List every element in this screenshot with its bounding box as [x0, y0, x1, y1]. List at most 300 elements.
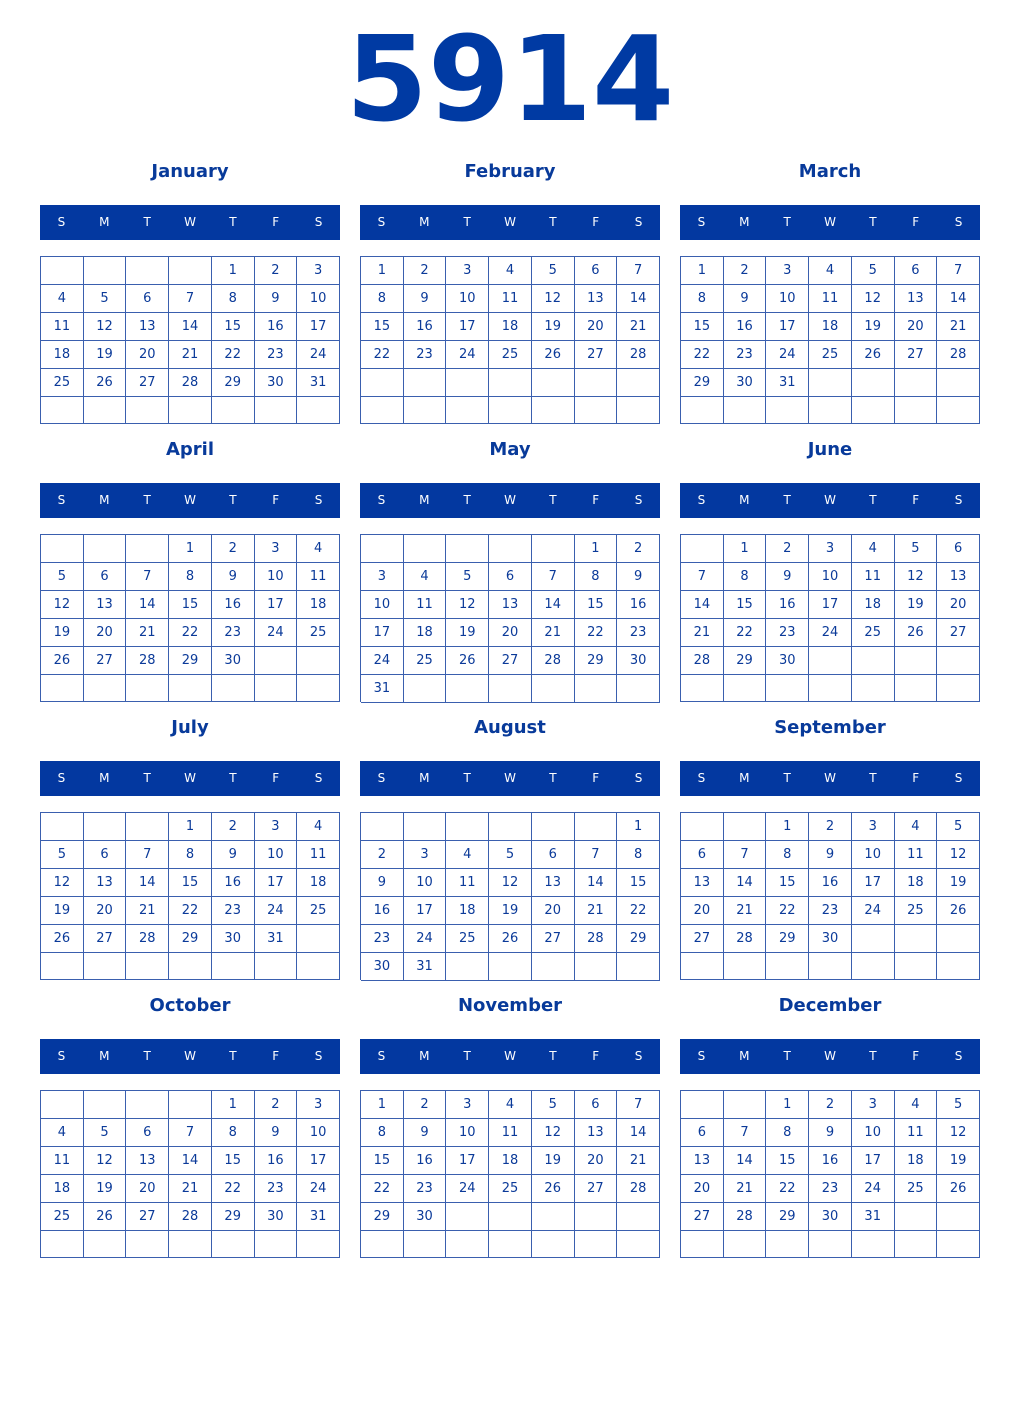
day-cell: 3 [852, 1091, 895, 1119]
weekday-label: S [634, 1049, 643, 1063]
day-cell: 4 [297, 813, 340, 841]
day-cell [895, 925, 938, 953]
weekday-label: S [954, 493, 963, 507]
day-cell: 12 [532, 1119, 575, 1147]
day-cell: 13 [937, 563, 980, 591]
day-cell [895, 953, 938, 980]
day-cell: 29 [724, 647, 767, 675]
day-cell: 3 [255, 813, 298, 841]
day-cell [532, 397, 575, 425]
day-cell [446, 369, 489, 397]
day-cell [724, 1231, 767, 1258]
day-cell: 26 [84, 1203, 127, 1231]
day-cell: 25 [297, 619, 340, 647]
day-cell: 8 [766, 841, 809, 869]
day-cell: 3 [446, 1091, 489, 1119]
day-cell [532, 813, 575, 841]
weekday-label: W [824, 1049, 836, 1063]
day-cell: 10 [297, 1119, 340, 1147]
day-cell: 6 [84, 841, 127, 869]
day-cell [126, 813, 169, 841]
day-cell: 8 [681, 285, 724, 313]
day-cell [809, 647, 852, 675]
weekday-label: S [314, 493, 323, 507]
day-cell: 12 [852, 285, 895, 313]
weekday-label: M [99, 215, 110, 229]
day-cell: 3 [446, 257, 489, 285]
day-cell: 17 [446, 1147, 489, 1175]
day-cell: 15 [766, 1147, 809, 1175]
day-cell: 8 [169, 841, 212, 869]
day-cell: 14 [126, 869, 169, 897]
weekday-label: F [912, 771, 920, 785]
day-cell: 8 [575, 563, 618, 591]
weekday-label: W [184, 771, 196, 785]
day-cell [84, 675, 127, 702]
day-cell: 3 [297, 1091, 340, 1119]
day-cell: 8 [212, 1119, 255, 1147]
day-cell: 27 [126, 369, 169, 397]
day-cell: 16 [255, 313, 298, 341]
day-cell: 18 [489, 1147, 532, 1175]
day-cell [489, 535, 532, 563]
weekday-header [360, 761, 660, 796]
day-cell: 18 [852, 591, 895, 619]
day-cell [361, 369, 404, 397]
month-title: January [151, 161, 229, 182]
day-cell: 12 [937, 1119, 980, 1147]
day-cell: 13 [532, 869, 575, 897]
day-cell: 30 [212, 925, 255, 953]
day-cell: 29 [212, 369, 255, 397]
day-cell: 26 [489, 925, 532, 953]
weekday-label: S [954, 771, 963, 785]
day-cell [404, 397, 447, 425]
day-cell: 28 [169, 1203, 212, 1231]
day-cell [575, 1231, 618, 1258]
day-cell: 3 [766, 257, 809, 285]
weekday-label: T [463, 1049, 471, 1063]
day-cell: 20 [895, 313, 938, 341]
day-cell: 4 [809, 257, 852, 285]
day-cell: 17 [766, 313, 809, 341]
day-cell: 11 [297, 841, 340, 869]
day-cell: 23 [255, 341, 298, 369]
day-cell: 28 [937, 341, 980, 369]
day-cell [937, 647, 980, 675]
day-cell [617, 369, 660, 397]
day-cell: 7 [532, 563, 575, 591]
day-cell [84, 397, 127, 424]
day-cell: 12 [489, 869, 532, 897]
day-cell: 31 [361, 675, 404, 703]
day-cell: 23 [766, 619, 809, 647]
day-cell: 4 [489, 257, 532, 285]
day-cell [404, 675, 447, 703]
day-cell: 6 [681, 841, 724, 869]
day-cell [297, 397, 340, 424]
day-cell: 20 [681, 1175, 724, 1203]
day-cell: 14 [169, 313, 212, 341]
day-cell: 11 [489, 1119, 532, 1147]
day-cell: 25 [404, 647, 447, 675]
day-cell: 3 [297, 257, 340, 285]
day-cell: 3 [255, 535, 298, 563]
day-cell [617, 1203, 660, 1231]
day-cell [446, 397, 489, 425]
weekday-label: T [463, 771, 471, 785]
weekday-header [40, 761, 340, 796]
weekday-label: S [634, 493, 643, 507]
weekday-label: S [954, 215, 963, 229]
weekday-label: W [184, 493, 196, 507]
day-cell: 8 [212, 285, 255, 313]
day-cell: 5 [532, 1091, 575, 1119]
weekday-label: W [824, 493, 836, 507]
day-cell: 17 [255, 869, 298, 897]
day-cell: 19 [937, 869, 980, 897]
day-cell: 19 [895, 591, 938, 619]
day-cell [852, 925, 895, 953]
day-cell [297, 675, 340, 702]
day-cell: 11 [446, 869, 489, 897]
day-cell: 20 [126, 341, 169, 369]
weekday-label: F [912, 493, 920, 507]
day-cell: 16 [404, 1147, 447, 1175]
month-title: October [149, 995, 231, 1016]
day-cell: 12 [41, 869, 84, 897]
day-cell: 5 [489, 841, 532, 869]
day-cell [724, 953, 767, 980]
day-cell: 11 [41, 313, 84, 341]
weekday-label: M [419, 215, 430, 229]
day-cell: 18 [489, 313, 532, 341]
day-cell: 21 [937, 313, 980, 341]
day-cell: 10 [852, 841, 895, 869]
weekday-label: F [592, 493, 600, 507]
day-cell: 30 [404, 1203, 447, 1231]
day-grid [40, 812, 340, 980]
day-cell: 21 [532, 619, 575, 647]
day-cell: 14 [681, 591, 724, 619]
day-cell: 27 [895, 341, 938, 369]
weekday-label: W [824, 215, 836, 229]
day-cell: 10 [766, 285, 809, 313]
day-cell: 17 [297, 1147, 340, 1175]
day-cell: 11 [41, 1147, 84, 1175]
day-cell: 28 [126, 647, 169, 675]
day-cell [84, 535, 127, 563]
day-cell: 9 [255, 285, 298, 313]
day-cell: 14 [937, 285, 980, 313]
day-cell [84, 1091, 127, 1119]
day-cell: 19 [852, 313, 895, 341]
day-cell: 29 [169, 647, 212, 675]
day-cell: 7 [575, 841, 618, 869]
day-cell [681, 813, 724, 841]
day-grid [680, 812, 980, 980]
weekday-label: T [463, 493, 471, 507]
day-cell: 1 [361, 1091, 404, 1119]
weekday-label: S [314, 1049, 323, 1063]
day-cell: 17 [852, 869, 895, 897]
day-cell: 27 [681, 1203, 724, 1231]
day-cell [361, 1231, 404, 1258]
weekday-label: T [549, 493, 557, 507]
day-cell: 18 [446, 897, 489, 925]
day-cell: 23 [212, 619, 255, 647]
day-cell: 27 [532, 925, 575, 953]
weekday-label: W [504, 771, 516, 785]
day-cell: 7 [617, 257, 660, 285]
day-cell: 15 [169, 591, 212, 619]
day-cell: 14 [169, 1147, 212, 1175]
day-cell: 25 [41, 369, 84, 397]
day-cell: 5 [41, 841, 84, 869]
day-cell [297, 925, 340, 953]
day-cell: 30 [255, 1203, 298, 1231]
day-cell: 3 [809, 535, 852, 563]
weekday-label: M [419, 1049, 430, 1063]
day-cell: 19 [532, 1147, 575, 1175]
day-cell [126, 397, 169, 424]
weekday-label: S [377, 215, 386, 229]
day-cell: 19 [41, 897, 84, 925]
day-cell [852, 369, 895, 397]
day-cell: 30 [255, 369, 298, 397]
weekday-label: T [783, 1049, 791, 1063]
weekday-label: T [869, 493, 877, 507]
day-cell: 11 [852, 563, 895, 591]
day-cell: 6 [575, 1091, 618, 1119]
day-cell: 24 [297, 341, 340, 369]
day-cell [41, 397, 84, 424]
day-cell: 17 [446, 313, 489, 341]
day-cell: 12 [84, 1147, 127, 1175]
day-cell [809, 397, 852, 424]
day-grid [360, 534, 660, 702]
weekday-label: M [99, 493, 110, 507]
day-cell: 8 [724, 563, 767, 591]
day-cell: 26 [84, 369, 127, 397]
day-cell: 9 [766, 563, 809, 591]
day-cell: 24 [297, 1175, 340, 1203]
day-cell: 15 [361, 313, 404, 341]
day-cell: 21 [617, 313, 660, 341]
weekday-label: S [57, 215, 66, 229]
day-cell: 5 [446, 563, 489, 591]
weekday-header [680, 1039, 980, 1074]
day-cell [681, 953, 724, 980]
weekday-header [40, 205, 340, 240]
day-cell: 17 [852, 1147, 895, 1175]
weekday-label: T [549, 1049, 557, 1063]
day-cell [41, 953, 84, 980]
day-cell: 18 [41, 1175, 84, 1203]
month-title: May [489, 439, 531, 460]
day-grid [680, 256, 980, 424]
day-cell: 2 [212, 535, 255, 563]
day-cell: 2 [724, 257, 767, 285]
day-cell [575, 953, 618, 981]
weekday-label: F [912, 215, 920, 229]
day-cell: 5 [937, 813, 980, 841]
day-cell: 17 [809, 591, 852, 619]
day-cell [809, 1231, 852, 1258]
day-cell: 15 [361, 1147, 404, 1175]
day-cell [212, 953, 255, 980]
weekday-header [40, 483, 340, 518]
day-cell: 26 [532, 341, 575, 369]
day-cell: 10 [297, 285, 340, 313]
day-cell: 2 [809, 1091, 852, 1119]
weekday-label: T [229, 1049, 237, 1063]
day-cell: 5 [84, 285, 127, 313]
day-cell: 24 [361, 647, 404, 675]
day-cell: 16 [212, 591, 255, 619]
day-cell: 9 [404, 285, 447, 313]
day-cell [895, 1203, 938, 1231]
day-cell: 1 [169, 535, 212, 563]
day-cell: 31 [852, 1203, 895, 1231]
day-cell: 10 [404, 869, 447, 897]
day-cell: 14 [532, 591, 575, 619]
day-cell: 12 [895, 563, 938, 591]
day-cell: 14 [575, 869, 618, 897]
day-cell: 27 [489, 647, 532, 675]
day-cell: 15 [766, 869, 809, 897]
day-cell: 1 [361, 257, 404, 285]
weekday-label: S [377, 493, 386, 507]
weekday-label: T [229, 493, 237, 507]
day-cell: 21 [169, 1175, 212, 1203]
day-cell: 4 [404, 563, 447, 591]
weekday-header [680, 205, 980, 240]
day-cell [361, 397, 404, 425]
day-cell: 24 [809, 619, 852, 647]
day-cell: 22 [681, 341, 724, 369]
day-cell [681, 535, 724, 563]
day-cell [446, 1231, 489, 1258]
day-cell: 16 [766, 591, 809, 619]
day-cell: 29 [617, 925, 660, 953]
day-cell: 28 [617, 1175, 660, 1203]
day-cell: 11 [297, 563, 340, 591]
day-cell: 20 [84, 897, 127, 925]
day-cell: 22 [169, 619, 212, 647]
day-cell: 17 [361, 619, 404, 647]
day-cell: 24 [852, 1175, 895, 1203]
day-cell: 15 [724, 591, 767, 619]
day-cell: 20 [937, 591, 980, 619]
day-cell: 1 [212, 257, 255, 285]
day-cell: 22 [617, 897, 660, 925]
day-cell [361, 535, 404, 563]
weekday-label: S [57, 493, 66, 507]
day-cell: 12 [532, 285, 575, 313]
day-cell: 25 [297, 897, 340, 925]
day-cell: 25 [446, 925, 489, 953]
weekday-label: W [504, 215, 516, 229]
day-cell [575, 675, 618, 703]
day-cell [297, 647, 340, 675]
day-cell: 5 [41, 563, 84, 591]
day-cell: 9 [617, 563, 660, 591]
day-cell: 24 [766, 341, 809, 369]
day-cell: 1 [766, 1091, 809, 1119]
year-title: 5914 [345, 10, 675, 148]
day-cell: 4 [489, 1091, 532, 1119]
day-cell [617, 1231, 660, 1258]
day-cell: 7 [937, 257, 980, 285]
day-cell: 26 [41, 925, 84, 953]
weekday-header [680, 483, 980, 518]
day-cell [532, 953, 575, 981]
day-cell: 27 [575, 1175, 618, 1203]
day-cell [575, 397, 618, 425]
day-cell: 26 [852, 341, 895, 369]
day-cell: 20 [681, 897, 724, 925]
day-cell: 7 [724, 841, 767, 869]
day-cell: 16 [255, 1147, 298, 1175]
day-cell [852, 675, 895, 702]
day-cell [255, 953, 298, 980]
day-cell: 11 [404, 591, 447, 619]
day-cell: 16 [404, 313, 447, 341]
day-cell: 22 [212, 341, 255, 369]
day-cell [809, 369, 852, 397]
weekday-label: W [184, 1049, 196, 1063]
day-cell [489, 953, 532, 981]
day-cell: 13 [126, 1147, 169, 1175]
day-cell [724, 675, 767, 702]
day-cell: 18 [895, 869, 938, 897]
day-cell: 26 [937, 897, 980, 925]
weekday-header [40, 1039, 340, 1074]
day-cell: 6 [937, 535, 980, 563]
day-cell [532, 1231, 575, 1258]
day-cell [532, 1203, 575, 1231]
weekday-label: F [592, 1049, 600, 1063]
day-cell [169, 1231, 212, 1258]
weekday-label: T [143, 493, 151, 507]
day-cell: 5 [84, 1119, 127, 1147]
day-cell: 28 [681, 647, 724, 675]
day-cell: 13 [681, 1147, 724, 1175]
day-cell [895, 1231, 938, 1258]
day-cell: 24 [852, 897, 895, 925]
day-cell: 5 [895, 535, 938, 563]
day-cell: 28 [724, 925, 767, 953]
day-cell: 23 [255, 1175, 298, 1203]
day-cell [724, 397, 767, 424]
day-cell: 16 [724, 313, 767, 341]
day-cell: 6 [126, 285, 169, 313]
weekday-label: T [869, 1049, 877, 1063]
day-cell: 11 [895, 1119, 938, 1147]
month-title: July [171, 717, 209, 738]
day-cell: 29 [766, 925, 809, 953]
day-cell: 12 [84, 313, 127, 341]
weekday-header [680, 761, 980, 796]
day-cell: 6 [895, 257, 938, 285]
day-cell [852, 953, 895, 980]
day-cell [126, 953, 169, 980]
weekday-label: M [739, 1049, 750, 1063]
weekday-label: M [419, 771, 430, 785]
day-cell: 7 [169, 1119, 212, 1147]
day-cell: 2 [766, 535, 809, 563]
